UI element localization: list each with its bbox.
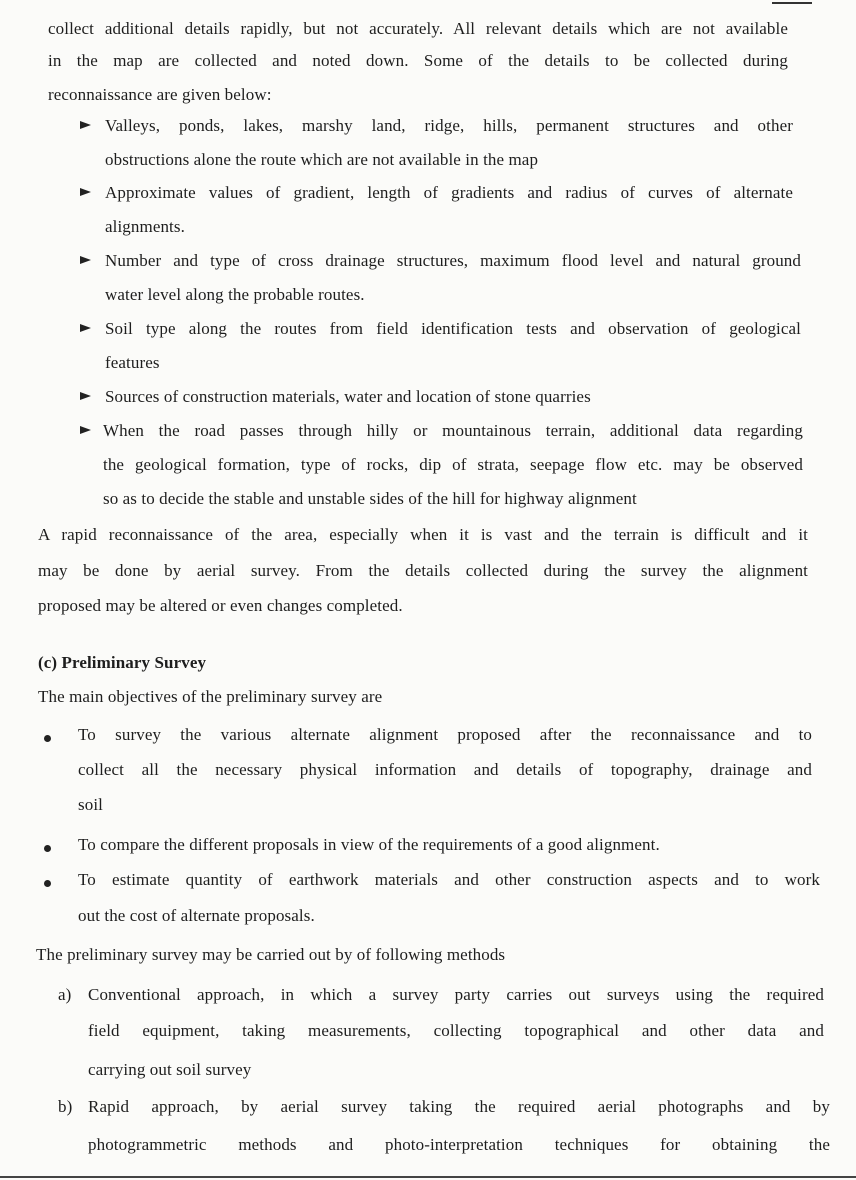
method-a-line-2: field equipment, taking measurements, collecting topographical and other data and [88, 1021, 824, 1040]
arrow-item-1-line-2: obstructions alone the route which are not available in the map [105, 150, 539, 169]
arrow-item-5-line-1: Sources of construction materials, water and location of stone quarries [105, 387, 591, 406]
arrow-item-2-line-1: Approximate values of gradient, length of gradients and radius of curves of alternate [105, 183, 793, 202]
arrow-item-3-line-1: Number and type of cross drainage structures, maximum flood level and natural ground [105, 251, 801, 270]
arrow-item-6-line-2: the geological formation, type of rocks, dip of strata, seepage flow etc. may be observed [103, 455, 803, 474]
bullet-3-line-2: out the cost of alternate proposals. [78, 906, 315, 925]
para2-line-3: proposed may be altered or even changes completed. [38, 596, 403, 615]
bullet-1-line-3: soil [78, 795, 103, 814]
bullet-3-line-1: To estimate quantity of earthwork materials and other construction aspects and to work [78, 870, 820, 889]
arrow-bullet-icon [80, 324, 91, 332]
para2-line-1: A rapid reconnaissance of the area, especially when it is vast and the terrain is difficult and it [38, 525, 808, 544]
arrow-bullet-icon [80, 188, 91, 196]
arrow-item-6-line-3: so as to decide the stable and unstable sides of the hill for highway alignment [103, 489, 637, 508]
top-edge-rule [772, 2, 812, 4]
arrow-item-6-line-1: When the road passes through hilly or mountainous terrain, additional data regarding [103, 421, 803, 440]
bullet-2-line-1: To compare the different proposals in view of the requirements of a good alignment. [78, 835, 660, 854]
arrow-item-4-line-2: features [105, 353, 160, 372]
method-b-line-2: photogrammetric methods and photo-interpretation techniques for obtaining the [88, 1135, 830, 1154]
arrow-bullet-icon [80, 121, 91, 129]
objectives-intro: The main objectives of the preliminary survey are [38, 687, 383, 706]
method-a-marker: a) [58, 985, 72, 1004]
bullet-1-line-1: To survey the various alternate alignment proposed after the reconnaissance and to [78, 725, 812, 744]
bullet-1-line-2: collect all the necessary physical information and details of topography, drainage and [78, 760, 812, 779]
para2-line-2: may be done by aerial survey. From the details collected during the survey the alignment [38, 561, 808, 580]
arrow-bullet-icon [80, 256, 91, 264]
bullet-dot-icon [44, 735, 51, 742]
intro-line-1: collect additional details rapidly, but not accurately. All relevant details which are not available [48, 19, 788, 38]
bullet-dot-icon [44, 880, 51, 887]
arrow-item-2-line-2: alignments. [105, 217, 185, 236]
arrow-item-4-line-1: Soil type along the routes from field identification tests and observation of geological [105, 319, 801, 338]
intro-line-3: reconnaissance are given below: [48, 85, 272, 104]
method-a-line-3: carrying out soil survey [88, 1060, 252, 1079]
methods-intro: The preliminary survey may be carried out by of following methods [36, 945, 506, 964]
arrow-bullet-icon [80, 392, 91, 400]
method-b-marker: b) [58, 1097, 73, 1116]
arrow-item-1-line-1: Valleys, ponds, lakes, marshy land, ridge, hills, permanent structures and other [105, 116, 793, 135]
bullet-dot-icon [44, 845, 51, 852]
bottom-edge-rule [0, 1176, 856, 1178]
arrow-bullet-icon [80, 426, 91, 434]
arrow-item-3-line-2: water level along the probable routes. [105, 285, 365, 304]
method-b-line-1: Rapid approach, by aerial survey taking the required aerial photographs and by [88, 1097, 830, 1116]
section-heading: (c) Preliminary Survey [38, 653, 207, 672]
intro-line-2: in the map are collected and noted down. Some of the details to be collected during [48, 51, 788, 70]
method-a-line-1: Conventional approach, in which a survey party carries out surveys using the required [88, 985, 824, 1004]
